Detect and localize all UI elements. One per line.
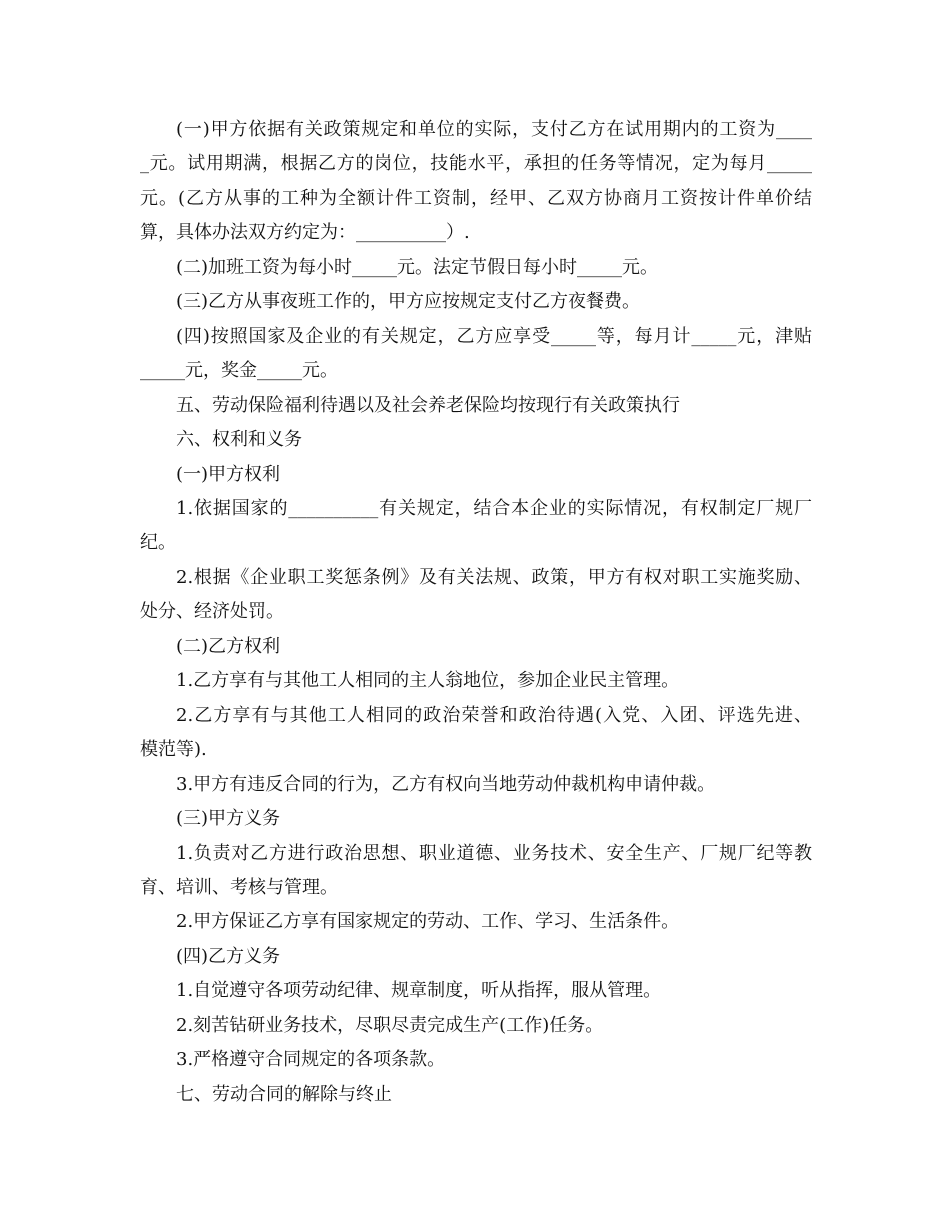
text-line: 1.依据国家的__________有关规定，结合本企业的实际情况，有权制定厂规厂	[176, 497, 812, 519]
clause-paragraph	[140, 492, 812, 561]
text-line: 1.自觉遵守各项劳动纪律、规章制度，听从指挥，服从管理。	[176, 980, 662, 1002]
clause-paragraph	[140, 768, 812, 802]
clause-paragraph	[140, 837, 812, 906]
clause-paragraph	[140, 905, 812, 939]
text-line: 1.负责对乙方进行政治思想、职业道德、业务技术、安全生产、厂规厂纪等教	[176, 842, 812, 864]
clause-paragraph	[140, 1009, 812, 1043]
section-heading	[140, 423, 812, 457]
clause-paragraph	[140, 974, 812, 1008]
clause-paragraph	[140, 699, 812, 768]
document-page	[140, 113, 812, 1112]
text-line: 1.乙方享有与其他工人相同的主人翁地位，参加企业民主管理。	[176, 670, 680, 692]
text-line: 2.乙方享有与其他工人相同的政治荣誉和政治待遇(入党、入团、评选先进、	[176, 704, 812, 726]
text-line: 元。(乙方从事的工种为全额计件工资制，经甲、乙双方协商月工资按计件单价结	[140, 187, 812, 209]
text-line: 纪。	[140, 532, 176, 554]
text-line: 五、劳动保险福利待遇以及社会养老保险均按现行有关政策执行	[176, 394, 680, 416]
text-line: (一)甲方权利	[176, 463, 281, 485]
text-line: (二)加班工资为每小时_____元。法定节假日每小时_____元。	[176, 256, 659, 278]
text-line: 3.严格遵守合同规定的各项条款。	[176, 1049, 446, 1071]
text-line: 2.刻苦钻研业务技术，尽职尽责完成生产(工作)任务。	[176, 1014, 604, 1036]
text-line: 2.根据《企业职工奖惩条例》及有关法规、政策，甲方有权对职工实施奖励、	[176, 566, 812, 588]
subsection-heading	[140, 458, 812, 492]
text-line: (三)甲方义务	[176, 808, 281, 830]
subsection-heading	[140, 630, 812, 664]
text-line: 七、劳动合同的解除与终止	[176, 1083, 392, 1105]
subsection-heading	[140, 802, 812, 836]
text-line: 3.甲方有违反合同的行为，乙方有权向当地劳动仲裁机构申请仲裁。	[176, 773, 716, 795]
section-heading	[140, 389, 812, 423]
text-line: 六、权利和义务	[176, 429, 302, 451]
text-line: _____元，奖金_____元。	[140, 360, 338, 382]
clause-paragraph	[140, 561, 812, 630]
text-line: (四)按照国家及企业的有关规定，乙方应享受_____等，每月计_____元，津贴	[176, 325, 812, 347]
text-line: 算，具体办法双方约定为：__________）.	[140, 222, 470, 244]
text-line: (一)甲方依据有关政策规定和单位的实际，支付乙方在试用期内的工资为____	[176, 119, 812, 140]
subsection-heading	[140, 940, 812, 974]
clause-paragraph	[140, 285, 812, 319]
text-line: 2.甲方保证乙方享有国家规定的劳动、工作、学习、生活条件。	[176, 911, 680, 933]
section-heading	[140, 1078, 812, 1112]
clause-paragraph	[140, 1043, 812, 1077]
clause-paragraph	[140, 664, 812, 698]
text-line: (四)乙方义务	[176, 945, 281, 967]
text-line: 模范等).	[140, 739, 207, 761]
text-line: (二)乙方权利	[176, 635, 281, 657]
clause-paragraph	[140, 251, 812, 285]
text-line: 处分、经济处罚。	[140, 601, 284, 623]
text-line: (三)乙方从事夜班工作的，甲方应按规定支付乙方夜餐费。	[176, 291, 641, 313]
clause-paragraph	[140, 113, 812, 251]
text-line: _元。试用期满，根据乙方的岗位，技能水平，承担的任务等情况，定为每月_____	[140, 153, 812, 175]
text-line: 育、培训、考核与管理。	[140, 876, 338, 898]
clause-paragraph	[140, 320, 812, 389]
